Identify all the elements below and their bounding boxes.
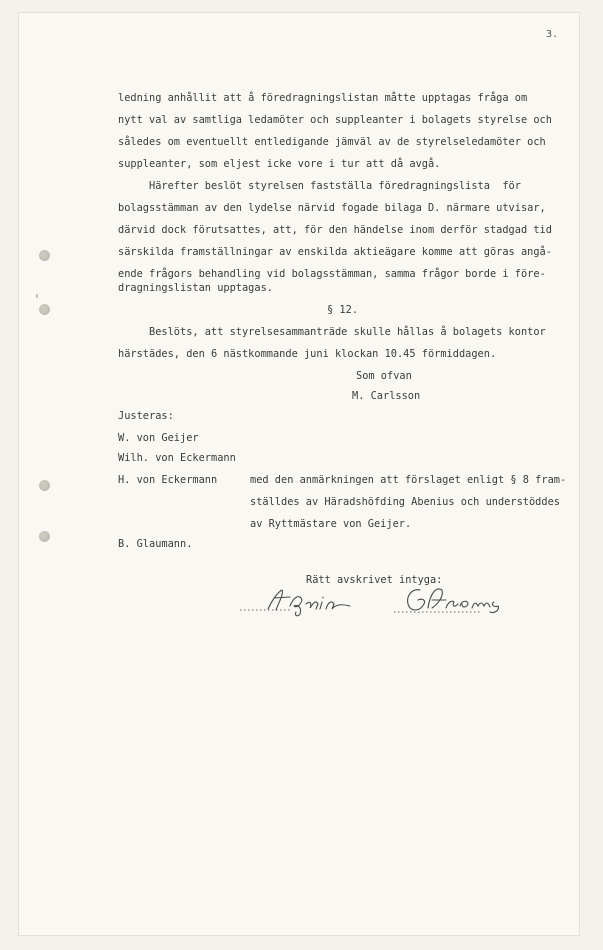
remark-line: ställdes av Häradshöfding Abenius och understöddes — [250, 496, 560, 508]
closing-som-ovan: Som ofvan — [356, 370, 412, 382]
certification-text: Rätt avskrivet intyga: — [306, 574, 443, 586]
text-line: bolagsstämman av den lydelse närvid fogade bilaga D. närmare utvisar, — [118, 202, 546, 214]
signatory-name: B. Glaumann. — [118, 538, 193, 550]
page-number: 3. — [546, 29, 559, 40]
text-line: därvid dock förutsattes, att, för den händelse inom derför stadgad tid — [118, 224, 552, 236]
text-line: Beslöts, att styrelsesammanträde skulle hållas å bolagets kontor — [118, 326, 546, 338]
section-heading: § 12. — [327, 304, 358, 316]
punch-hole — [39, 480, 50, 491]
remark-line: med den anmärkningen att förslaget enligt § 8 fram- — [250, 474, 567, 486]
text-line: härstädes, den 6 nästkommande juni klockan 10.45 förmiddagen. — [118, 348, 497, 360]
signatory-name: W. von Geijer — [118, 432, 199, 444]
text-line: ende frågors behandling vid bolagsstämman, samma frågor borde i före- — [118, 268, 546, 280]
text-line: nytt val av samtliga ledamöter och suppleanter i bolagets styrelse och — [118, 114, 552, 126]
handwritten-signature-1 — [238, 582, 388, 618]
text-line: dragningslistan upptagas. — [118, 282, 273, 294]
text-line: Härefter beslöt styrelsen fastställa föredragningslista för — [118, 180, 521, 192]
text-line: suppleanter, som eljest icke vore i tur att då avgå. — [118, 158, 441, 170]
punch-hole — [39, 304, 50, 315]
signatory-name: H. von Eckermann — [118, 474, 218, 486]
secretary-name: M. Carlsson — [352, 390, 421, 402]
justeras-label: Justeras: — [118, 410, 174, 422]
punch-hole — [39, 531, 50, 542]
remark-line: av Ryttmästare von Geijer. — [250, 518, 412, 530]
text-line: ledning anhållit att å föredragningslistan måtte upptagas fråga om — [118, 92, 528, 104]
text-line: särskilda framställningar av enskilda aktieägare komme att göras angå- — [118, 246, 552, 258]
handwritten-signature-2 — [390, 582, 516, 618]
signatory-name: Wilh. von Eckermann — [118, 452, 236, 464]
margin-mark — [36, 294, 38, 298]
text-line: således om eventuellt entledigande jämväl av de styrelseledamöter och — [118, 136, 546, 148]
punch-hole — [39, 250, 50, 261]
